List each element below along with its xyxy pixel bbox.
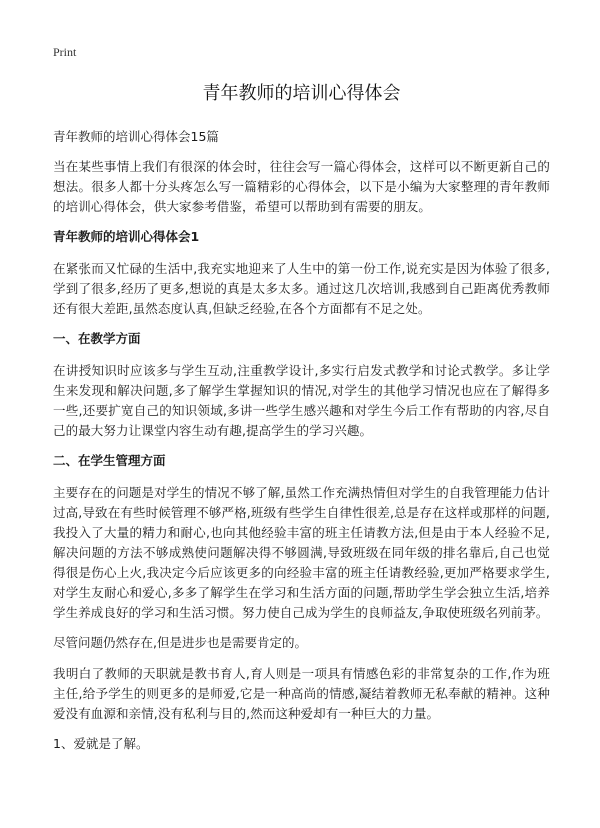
section-heading: 青年教师的培训心得体会1 <box>53 229 200 244</box>
article-subtitle: 青年教师的培训心得体会15篇 <box>53 129 219 144</box>
print-link[interactable]: Print <box>53 45 77 59</box>
progress-paragraph: 尽管问题仍然存在,但是进步也是需要肯定的。 <box>53 635 307 650</box>
management-paragraph: 主要存在的问题是对学生的情况不够了解,虽然工作充满热情但对学生的自我管理能力估计过高,导致在有些时候管理不够严格,班级有些学生自律性很差,总是存在这样或那样的问题,我投入了大量的精力和耐心,也向其他经验丰富的班主任请教方法,但是由于本人经验不足,解决问题的方法不够成熟使问题解决得不够圆满,导致班级在同年级的排名靠后,自己也觉得很是伤心上火,我决定今后应该更多的向经验丰富的班主任请教经验,更加严格要求学生,对学生友耐心和爱心,多多了解学生在学习和生活方面的问题,帮助学生学会独立生活,培养学生养成良好的学习和生活习惯。努力使自己成为学生的良师益友,争取使班级名列前茅。 <box>53 485 550 620</box>
management-heading: 二、在学生管理方面 <box>53 453 166 468</box>
intro-paragraph: 当在某些事情上我们有很深的体会时，往往会写一篇心得体会，这样可以不断更新自己的想法。很多人都十分头疼怎么写一篇精彩的心得体会，以下是小编为大家整理的青年教师的培训心得体会，供大家参考借鉴，希望可以帮助到有需要的朋友。 <box>53 159 550 214</box>
teaching-heading: 一、在教学方面 <box>53 331 141 346</box>
teaching-paragraph: 在讲授知识时应该多与学生互动,注重教学设计,多实行启发式教学和讨论式教学。多让学生来发现和解决问题,多了解学生掌握知识的情况,对学生的其他学习情况也应在了解得多一些,还要扩宽自己的知识领域,多讲一些学生感兴趣和对学生今后工作有帮助的内容,尽自己的最大努力让课堂内容生动有趣,提高学生的学习兴趣。 <box>53 363 550 438</box>
teacher-duty-paragraph: 我明白了教师的天职就是教书育人,育人则是一项具有情感色彩的非常复杂的工作,作为班主任,给予学生的则更多的是师爱,它是一种高尚的情感,凝结着教师无私奉献的精神。这种爱没有血源和亲情,没有私利与目的,然而这种爱却有一种巨大的力量。 <box>53 666 550 721</box>
section-paragraph-1: 在紧张而又忙碌的生活中,我充实地迎来了人生中的第一份工作,说充实是因为体验了很多,学到了很多,经历了更多,想说的真是太多太多。通过这几次培训,我感到自己距离优秀教师还有很大差距,虽然态度认真,但缺乏经验,在各个方面都有不足之处。 <box>53 261 550 316</box>
list-item: 1、爱就是了解。 <box>53 736 149 751</box>
page-title: 青年教师的培训心得体会 <box>202 83 401 104</box>
